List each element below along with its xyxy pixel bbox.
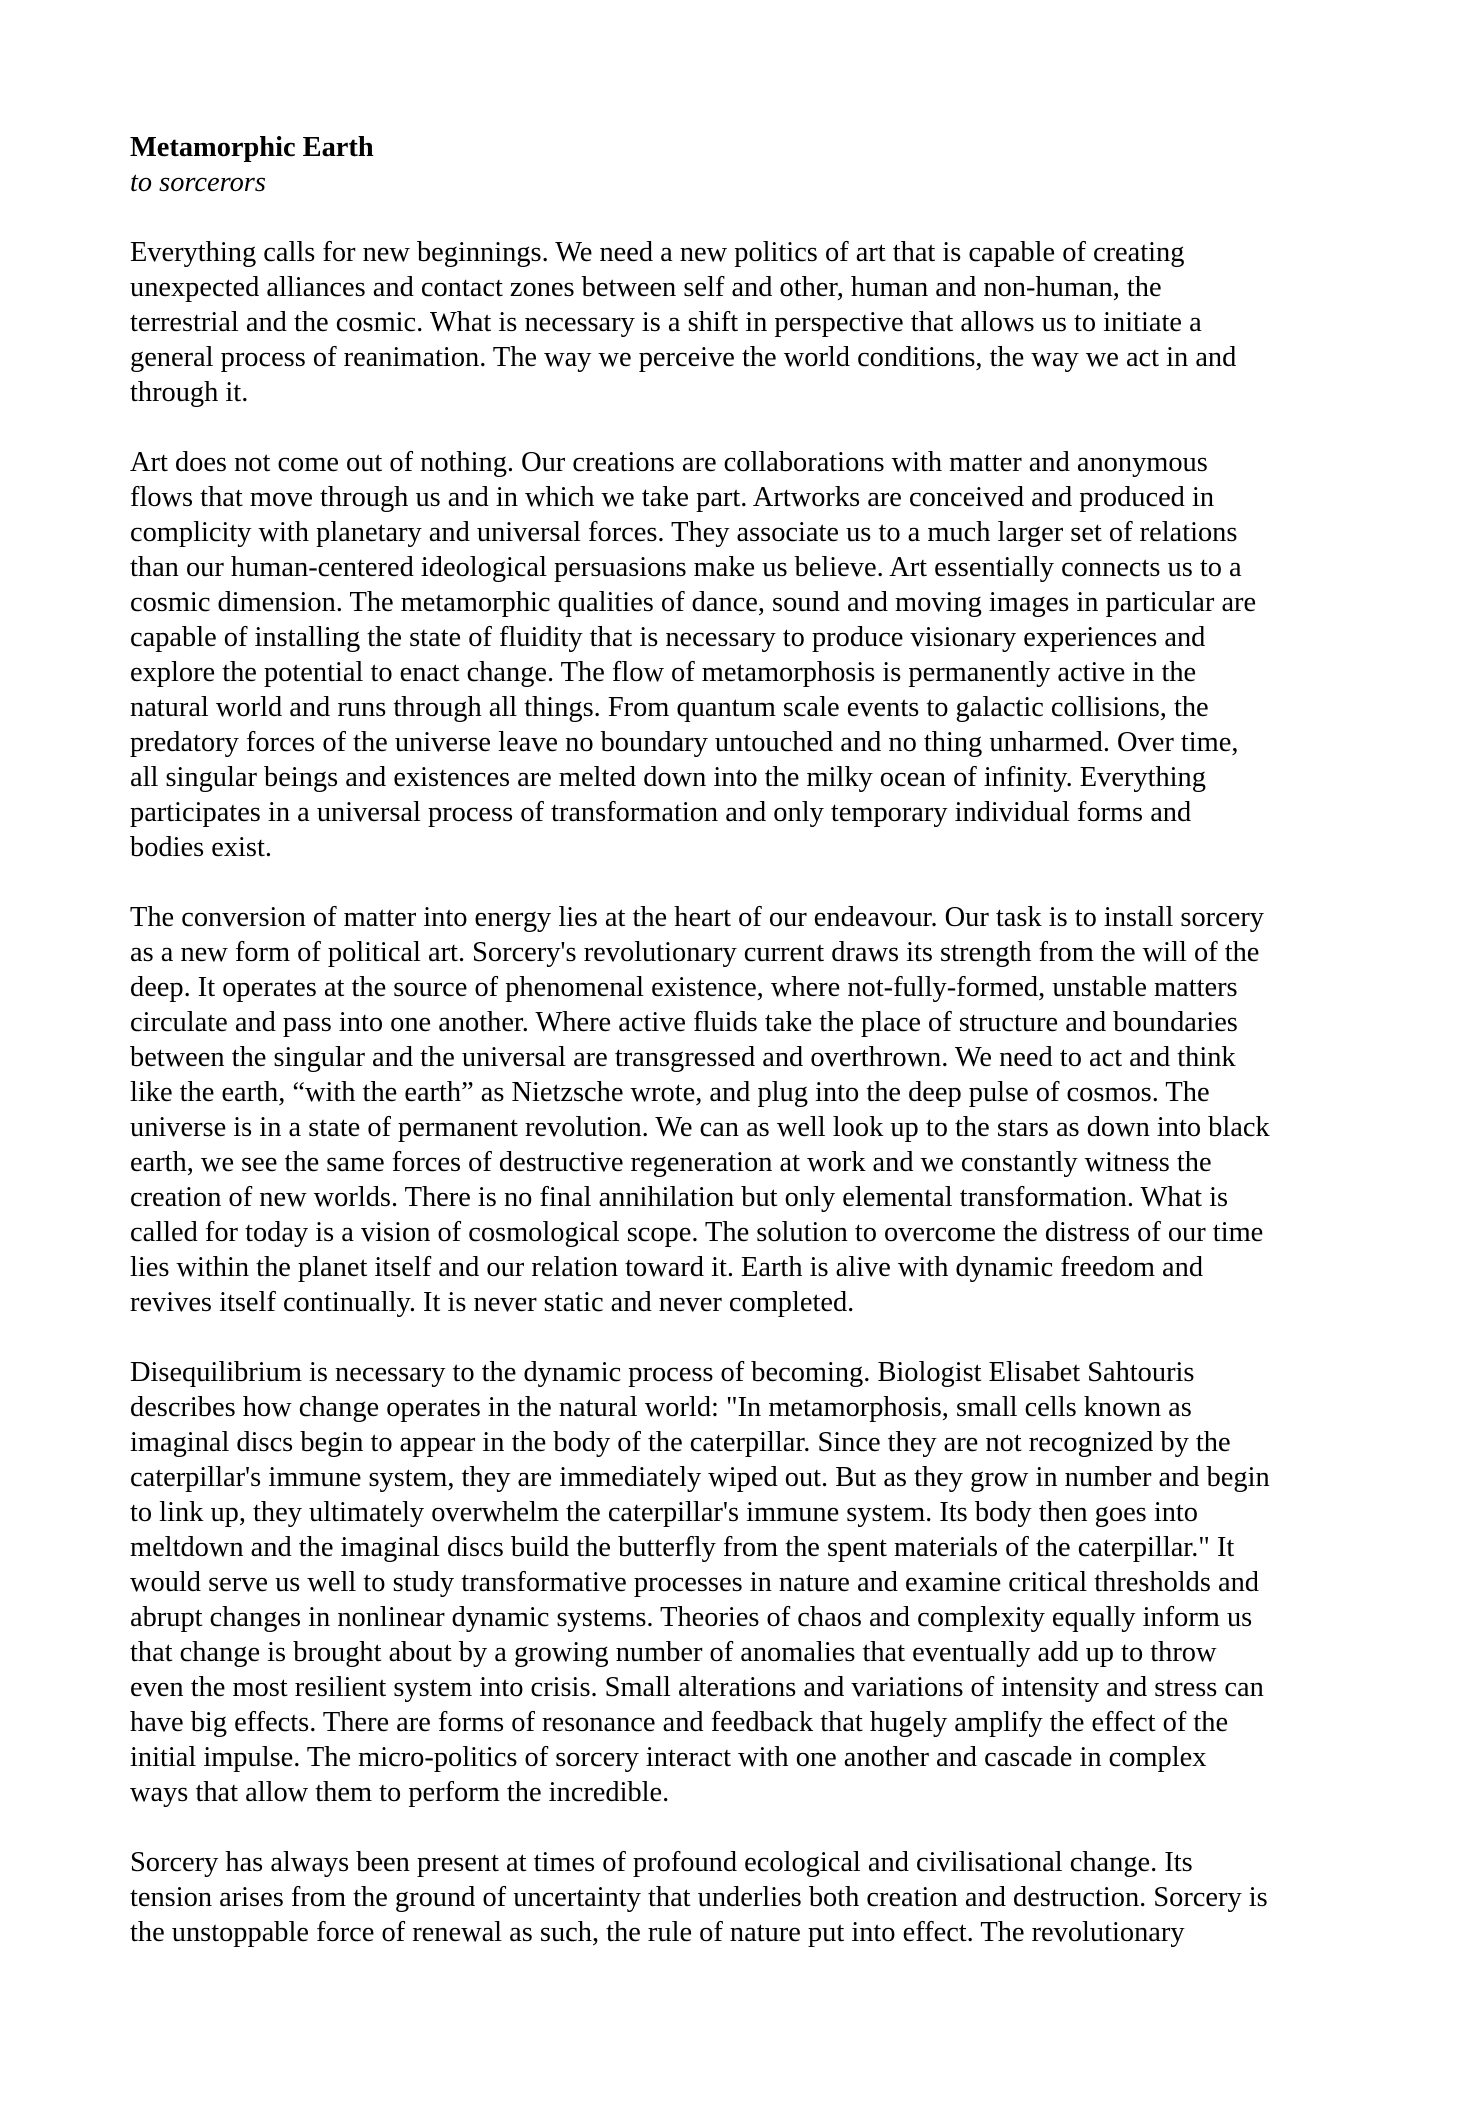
document-page (130, 130, 1370, 1985)
paragraph-line: complicity with planetary and universal forces. They associate us to a much larger set of relations (130, 517, 1238, 548)
paragraph-line: like the earth, “with the earth” as Nietzsche wrote, and plug into the deep pulse of cosmos. The (130, 1077, 1210, 1108)
paragraph-line: predatory forces of the universe leave no boundary untouched and no thing unharmed. Over time, (130, 727, 1239, 758)
paragraph-line: creation of new worlds. There is no final annihilation but only elemental transformation. What is (130, 1182, 1229, 1213)
paragraph-5 (130, 1845, 1370, 1950)
paragraph-line: ways that allow them to perform the incredible. (130, 1777, 670, 1808)
paragraph-line: through it. (130, 377, 249, 408)
paragraph-line: flows that move through us and in which we take part. Artworks are conceived and produced in (130, 482, 1215, 513)
paragraph-line: the unstoppable force of renewal as such, the rule of nature put into effect. The revolutionary (130, 1917, 1185, 1948)
paragraph-1 (130, 235, 1370, 410)
paragraph-line: all singular beings and existences are melted down into the milky ocean of infinity. Everything (130, 762, 1206, 793)
paragraph-line: have big effects. There are forms of resonance and feedback that hugely amplify the effect of the (130, 1707, 1229, 1738)
paragraph-line: abrupt changes in nonlinear dynamic systems. Theories of chaos and complexity equally inform us (130, 1602, 1253, 1633)
paragraph-line: Sorcery has always been present at times of profound ecological and civilisational change. Its (130, 1847, 1193, 1878)
paragraph-line: Disequilibrium is necessary to the dynamic process of becoming. Biologist Elisabet Sahtouris (130, 1357, 1195, 1388)
paragraph-line: that change is brought about by a growing number of anomalies that eventually add up to throw (130, 1637, 1217, 1668)
paragraph-line: capable of installing the state of fluidity that is necessary to produce visionary experiences and (130, 622, 1206, 653)
paragraph-line: between the singular and the universal are transgressed and overthrown. We need to act and think (130, 1042, 1236, 1073)
paragraph-line: universe is in a state of permanent revolution. We can as well look up to the stars as down into black (130, 1112, 1270, 1143)
paragraph-line: even the most resilient system into crisis. Small alterations and variations of intensity and stress can (130, 1672, 1264, 1703)
paragraph-line: would serve us well to study transformative processes in nature and examine critical thresholds and (130, 1567, 1259, 1598)
paragraph-line: lies within the planet itself and our relation toward it. Earth is alive with dynamic freedom and (130, 1252, 1204, 1283)
paragraph-line: deep. It operates at the source of phenomenal existence, where not-fully-formed, unstable matters (130, 972, 1238, 1003)
paragraph-line: revives itself continually. It is never static and never completed. (130, 1287, 855, 1318)
paragraph-line: caterpillar's immune system, they are immediately wiped out. But as they grow in number and begin (130, 1462, 1270, 1493)
paragraph-line: called for today is a vision of cosmological scope. The solution to overcome the distress of our time (130, 1217, 1264, 1248)
paragraph-line: participates in a universal process of transformation and only temporary individual forms and (130, 797, 1192, 828)
document-subtitle: to sorcerors (130, 167, 266, 198)
paragraph-line: initial impulse. The micro-politics of sorcery interact with one another and cascade in complex (130, 1742, 1207, 1773)
paragraph-4 (130, 1355, 1370, 1810)
paragraph-line: The conversion of matter into energy lies at the heart of our endeavour. Our task is to install sorcery (130, 902, 1264, 933)
paragraph-line: as a new form of political art. Sorcery's revolutionary current draws its strength from the will of the (130, 937, 1260, 968)
paragraph-line: describes how change operates in the natural world: "In metamorphosis, small cells known as (130, 1392, 1192, 1423)
paragraph-2 (130, 445, 1370, 865)
paragraph-line: unexpected alliances and contact zones between self and other, human and non-human, the (130, 272, 1162, 303)
paragraph-line: circulate and pass into one another. Where active fluids take the place of structure and boundaries (130, 1007, 1238, 1038)
paragraph-line: explore the potential to enact change. The flow of metamorphosis is permanently active in the (130, 657, 1197, 688)
paragraph-line: tension arises from the ground of uncertainty that underlies both creation and destruction. Sorcery is (130, 1882, 1268, 1913)
paragraph-line: Everything calls for new beginnings. We need a new politics of art that is capable of creating (130, 237, 1185, 268)
paragraph-line: than our human-centered ideological persuasions make us believe. Art essentially connects us to a (130, 552, 1242, 583)
paragraph-line: earth, we see the same forces of destructive regeneration at work and we constantly witness the (130, 1147, 1212, 1178)
paragraph-line: meltdown and the imaginal discs build the butterfly from the spent materials of the caterpillar." It (130, 1532, 1235, 1563)
paragraph-line: Art does not come out of nothing. Our creations are collaborations with matter and anonymous (130, 447, 1208, 478)
paragraph-3 (130, 900, 1370, 1320)
paragraph-line: to link up, they ultimately overwhelm the caterpillar's immune system. Its body then goes into (130, 1497, 1198, 1528)
document-title: Metamorphic Earth (130, 132, 374, 163)
paragraph-line: imaginal discs begin to appear in the body of the caterpillar. Since they are not recognized by the (130, 1427, 1231, 1458)
paragraph-line: cosmic dimension. The metamorphic qualities of dance, sound and moving images in particular are (130, 587, 1257, 618)
paragraph-line: terrestrial and the cosmic. What is necessary is a shift in perspective that allows us to initiate a (130, 307, 1202, 338)
paragraph-line: natural world and runs through all things. From quantum scale events to galactic collisions, the (130, 692, 1209, 723)
paragraph-line: bodies exist. (130, 832, 272, 863)
paragraph-line: general process of reanimation. The way we perceive the world conditions, the way we act in and (130, 342, 1237, 373)
